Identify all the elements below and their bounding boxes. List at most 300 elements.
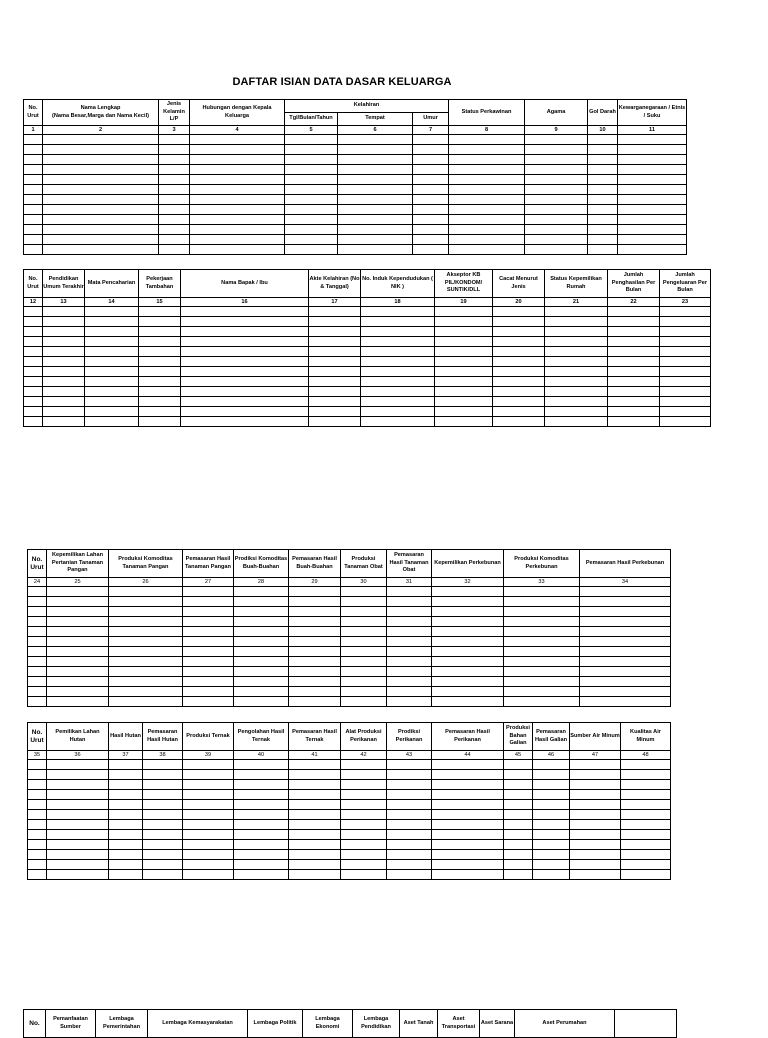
blank-cell [545, 337, 608, 347]
blank-cell [28, 657, 47, 667]
blank-cell [338, 145, 413, 155]
blank-cell [143, 860, 183, 870]
blank-cell [159, 185, 190, 195]
blank-cell [504, 657, 580, 667]
blank-cell [580, 687, 671, 697]
blank-cell [43, 307, 85, 317]
blank-cell [525, 235, 588, 245]
blank-cell [504, 810, 533, 820]
blank-cell [660, 367, 711, 377]
blank-cell [361, 357, 435, 367]
col-mata-pencaharian: Mata Pencaharian [85, 270, 139, 298]
blank-cell [24, 347, 43, 357]
blank-cell [621, 770, 671, 780]
table-row [28, 677, 671, 687]
col-pekerjaan-tambahan: Pekerjaan Tambahan [139, 270, 181, 298]
col-no-urut: No. Urut [28, 723, 47, 751]
blank-cell [47, 617, 109, 627]
blank-cell [432, 760, 504, 770]
blank-cell [588, 135, 618, 145]
blank-cell [413, 165, 449, 175]
blank-cell [361, 337, 435, 347]
blank-cell [183, 637, 234, 647]
blank-cell [570, 770, 621, 780]
blank-cell [309, 317, 361, 327]
blank-cell [28, 770, 47, 780]
column-number: 9 [525, 126, 588, 135]
blank-cell [660, 357, 711, 367]
blank-cell [109, 617, 183, 627]
blank-cell [183, 860, 234, 870]
column-number: 8 [449, 126, 525, 135]
blank-cell [109, 790, 143, 800]
blank-cell [338, 155, 413, 165]
blank-cell [109, 607, 183, 617]
table-row [28, 657, 671, 667]
blank-cell [289, 667, 341, 677]
blank-cell [570, 860, 621, 870]
blank-cell [181, 407, 309, 417]
blank-cell [361, 347, 435, 357]
blank-cell [43, 165, 159, 175]
blank-cell [618, 185, 687, 195]
blank-cell [570, 810, 621, 820]
blank-cell [289, 820, 341, 830]
blank-cell [449, 155, 525, 165]
blank-cell [47, 840, 109, 850]
blank-cell [493, 357, 545, 367]
blank-cell [234, 760, 289, 770]
blank-cell [608, 407, 660, 417]
blank-cell [47, 780, 109, 790]
col-aset-tanah: Aset Tanah [400, 1010, 438, 1038]
blank-cell [159, 225, 190, 235]
blank-cell [109, 697, 183, 707]
blank-cell [387, 840, 432, 850]
blank-cell [588, 185, 618, 195]
col-lembaga-ekonomi: Lembaga Ekonomi [303, 1010, 353, 1038]
blank-cell [533, 830, 570, 840]
blank-cell [413, 215, 449, 225]
blank-cell [139, 357, 181, 367]
blank-cell [570, 850, 621, 860]
blank-cell [533, 800, 570, 810]
column-number: 41 [289, 751, 341, 760]
blank-cell [341, 840, 387, 850]
blank-cell [341, 667, 387, 677]
blank-cell [190, 155, 285, 165]
table-row [28, 840, 671, 850]
col-nama-lengkap-label: Nama Lengkap [80, 104, 121, 111]
table-row [24, 165, 687, 175]
blank-cell [28, 760, 47, 770]
column-number: 19 [435, 298, 493, 307]
blank-cell [432, 587, 504, 597]
blank-cell [413, 225, 449, 235]
blank-cell [387, 617, 432, 627]
blank-cell [449, 215, 525, 225]
blank-cell [24, 155, 43, 165]
blank-cell [43, 317, 85, 327]
blank-cell [109, 647, 183, 657]
blank-cell [159, 235, 190, 245]
blank-cell [545, 357, 608, 367]
blank-cell [588, 165, 618, 175]
blank-cell [588, 245, 618, 255]
blank-cell [47, 667, 109, 677]
blank-cell [43, 337, 85, 347]
blank-cell [285, 155, 338, 165]
blank-cell [338, 235, 413, 245]
blank-cell [341, 810, 387, 820]
blank-cell [28, 830, 47, 840]
column-number: 16 [181, 298, 309, 307]
table-row [28, 637, 671, 647]
blank-cell [139, 417, 181, 427]
blank-cell [621, 850, 671, 860]
col-pemasaran-galian: Pemasaran Hasil Galian [533, 723, 570, 751]
blank-cell [588, 215, 618, 225]
blank-cell [28, 840, 47, 850]
blank-cell [289, 627, 341, 637]
table-row [28, 790, 671, 800]
blank-cell [183, 597, 234, 607]
column-number: 20 [493, 298, 545, 307]
blank-cell [183, 850, 234, 860]
blank-cell [159, 205, 190, 215]
blank-cell [588, 145, 618, 155]
blank-cell [143, 790, 183, 800]
blank-cell [580, 667, 671, 677]
col-sumber-air: Sumber Air Minum [570, 723, 621, 751]
blank-cell [387, 607, 432, 617]
col-pemasaran-ternak: Pemasaran Hasil Ternak [289, 723, 341, 751]
column-number: 2 [43, 126, 159, 135]
blank-cell [139, 337, 181, 347]
blank-cell [432, 697, 504, 707]
blank-cell [493, 347, 545, 357]
blank-cell [533, 860, 570, 870]
blank-cell [525, 225, 588, 235]
blank-cell [608, 317, 660, 327]
blank-cell [47, 860, 109, 870]
blank-cell [28, 850, 47, 860]
blank-cell [338, 175, 413, 185]
blank-cell [47, 770, 109, 780]
blank-cell [43, 185, 159, 195]
blank-cell [525, 165, 588, 175]
blank-cell [449, 205, 525, 215]
blank-cell [289, 860, 341, 870]
col-tempat: Tempat [338, 113, 413, 126]
blank-cell [183, 677, 234, 687]
column-number: 6 [338, 126, 413, 135]
blank-cell [618, 225, 687, 235]
blank-cell [341, 800, 387, 810]
blank-cell [309, 367, 361, 377]
blank-cell [234, 697, 289, 707]
blank-cell [309, 407, 361, 417]
blank-cell [387, 770, 432, 780]
blank-cell [43, 145, 159, 155]
blank-cell [47, 800, 109, 810]
blank-cell [338, 195, 413, 205]
blank-cell [545, 387, 608, 397]
column-number: 17 [309, 298, 361, 307]
blank-cell [432, 870, 504, 880]
blank-cell [449, 225, 525, 235]
blank-cell [432, 667, 504, 677]
table-row [28, 697, 671, 707]
col-no-urut: No. Urut [24, 100, 43, 126]
blank-cell [432, 770, 504, 780]
blank-cell [504, 770, 533, 780]
blank-cell [190, 185, 285, 195]
blank-cell [289, 780, 341, 790]
blank-cell [504, 840, 533, 850]
blank-cell [181, 327, 309, 337]
blank-cell [435, 327, 493, 337]
blank-cell [525, 135, 588, 145]
blank-cell [387, 667, 432, 677]
blank-cell [387, 657, 432, 667]
blank-cell [190, 145, 285, 155]
blank-cell [387, 760, 432, 770]
blank-cell [387, 687, 432, 697]
column-number: 23 [660, 298, 711, 307]
blank-cell [570, 870, 621, 880]
blank-cell [387, 830, 432, 840]
blank-cell [47, 850, 109, 860]
blank-cell [43, 205, 159, 215]
column-number: 13 [43, 298, 85, 307]
table-row [28, 860, 671, 870]
col-jenis-kelamin: Jenis Kelamin L/P [159, 100, 190, 126]
blank-cell [109, 770, 143, 780]
column-number: 48 [621, 751, 671, 760]
col-kepemilikan-perkebunan: Kepemilikan Perkebunan [432, 550, 504, 578]
blank-cell [341, 687, 387, 697]
blank-cell [504, 597, 580, 607]
table-row [24, 377, 711, 387]
blank-cell [618, 165, 687, 175]
blank-cell [234, 637, 289, 647]
blank-cell [449, 145, 525, 155]
blank-cell [621, 870, 671, 880]
blank-cell [341, 617, 387, 627]
blank-cell [618, 245, 687, 255]
blank-cell [341, 780, 387, 790]
blank-cell [24, 165, 43, 175]
blank-cell [181, 367, 309, 377]
blank-cell [449, 195, 525, 205]
blank-cell [24, 327, 43, 337]
blank-cell [183, 870, 234, 880]
blank-cell [143, 810, 183, 820]
blank-cell [341, 647, 387, 657]
blank-cell [341, 850, 387, 860]
blank-cell [109, 587, 183, 597]
blank-cell [289, 647, 341, 657]
blank-cell [24, 397, 43, 407]
col-pendidikan: Pendidikan Umum Terakhir [43, 270, 85, 298]
blank-cell [621, 800, 671, 810]
column-number: 32 [432, 578, 504, 587]
blank-cell [660, 397, 711, 407]
blank-cell [24, 235, 43, 245]
blank-cell [341, 587, 387, 597]
blank-cell [341, 770, 387, 780]
blank-cell [545, 397, 608, 407]
blank-cell [109, 637, 183, 647]
blank-cell [24, 215, 43, 225]
blank-cell [570, 830, 621, 840]
blank-cell [660, 417, 711, 427]
blank-cell [85, 417, 139, 427]
table-row [24, 327, 711, 337]
blank-cell [435, 367, 493, 377]
col-pemilikan-hutan: Pemilikan Lahan Hutan [47, 723, 109, 751]
blank-cell [449, 185, 525, 195]
blank-cell [47, 687, 109, 697]
blank-cell [139, 407, 181, 417]
table-row [24, 175, 687, 185]
blank-cell [435, 357, 493, 367]
blank-cell [47, 697, 109, 707]
blank-cell [234, 687, 289, 697]
blank-cell [109, 780, 143, 790]
blank-cell [338, 165, 413, 175]
blank-cell [28, 780, 47, 790]
blank-cell [504, 850, 533, 860]
blank-cell [181, 397, 309, 407]
blank-cell [43, 245, 159, 255]
blank-cell [387, 850, 432, 860]
table-row [28, 617, 671, 627]
blank-cell [621, 780, 671, 790]
blank-cell [159, 175, 190, 185]
blank-cell [580, 697, 671, 707]
blank-cell [361, 417, 435, 427]
blank-cell [234, 830, 289, 840]
blank-cell [493, 307, 545, 317]
blank-cell [580, 587, 671, 597]
blank-cell [183, 790, 234, 800]
blank-cell [24, 145, 43, 155]
blank-cell [289, 790, 341, 800]
blank-cell [525, 175, 588, 185]
column-number: 40 [234, 751, 289, 760]
blank-cell [533, 790, 570, 800]
blank-cell [608, 397, 660, 407]
blank-cell [28, 677, 47, 687]
col-pengeluaran: Jumlah Pengeluaran Per Bulan [660, 270, 711, 298]
blank-cell [504, 870, 533, 880]
table-row [24, 337, 711, 347]
col-pemasaran-perkebunan: Pemasaran Hasil Perkebunan [580, 550, 671, 578]
blank-cell [618, 155, 687, 165]
blank-cell [660, 407, 711, 417]
blank-cell [621, 830, 671, 840]
col-tgl-bulan-tahun: Tgl/Bulan/Tahun [285, 113, 338, 126]
blank-cell [159, 215, 190, 225]
blank-cell [43, 135, 159, 145]
forest-livestock-fishery-table [27, 722, 671, 880]
blank-cell [43, 155, 159, 165]
blank-cell [341, 657, 387, 667]
blank-cell [24, 337, 43, 347]
blank-cell [413, 135, 449, 145]
blank-cell [234, 677, 289, 687]
blank-cell [432, 597, 504, 607]
blank-cell [341, 830, 387, 840]
blank-cell [545, 317, 608, 327]
table-row [24, 215, 687, 225]
blank-cell [570, 780, 621, 790]
blank-cell [660, 327, 711, 337]
blank-cell [109, 870, 143, 880]
table-row [28, 780, 671, 790]
blank-cell [341, 870, 387, 880]
column-numbers-row [24, 298, 711, 307]
blank-cell [234, 627, 289, 637]
blank-cell [43, 215, 159, 225]
blank-cell [190, 235, 285, 245]
blank-cell [493, 367, 545, 377]
blank-cell [109, 677, 183, 687]
family-members-table [23, 99, 687, 255]
blank-cell [139, 397, 181, 407]
table-row [28, 687, 671, 697]
blank-cell [109, 760, 143, 770]
blank-cell [159, 195, 190, 205]
blank-cell [432, 830, 504, 840]
blank-cell [183, 820, 234, 830]
blank-cell [341, 860, 387, 870]
blank-cell [309, 347, 361, 357]
blank-cell [341, 790, 387, 800]
column-number: 11 [618, 126, 687, 135]
blank-cell [28, 627, 47, 637]
blank-cell [43, 347, 85, 357]
blank-cell [570, 800, 621, 810]
table-row [24, 317, 711, 327]
col-produksi-perkebunan: Produksi Komoditas Perkebunan [504, 550, 580, 578]
table-row [24, 347, 711, 357]
blank-cell [183, 810, 234, 820]
blank-cell [289, 850, 341, 860]
blank-cell [143, 760, 183, 770]
col-status-perkawinan: Status Perkawinan [449, 100, 525, 126]
blank-cell [533, 820, 570, 830]
blank-cell [143, 780, 183, 790]
table-row [24, 195, 687, 205]
blank-cell [309, 417, 361, 427]
blank-cell [285, 145, 338, 155]
blank-cell [47, 637, 109, 647]
blank-cell [28, 617, 47, 627]
blank-cell [449, 235, 525, 245]
blank-cell [387, 870, 432, 880]
blank-cell [183, 657, 234, 667]
blank-cell [109, 840, 143, 850]
blank-cell [493, 397, 545, 407]
blank-cell [309, 337, 361, 347]
blank-cell [47, 657, 109, 667]
blank-cell [309, 397, 361, 407]
table-row [24, 155, 687, 165]
blank-cell [580, 647, 671, 657]
